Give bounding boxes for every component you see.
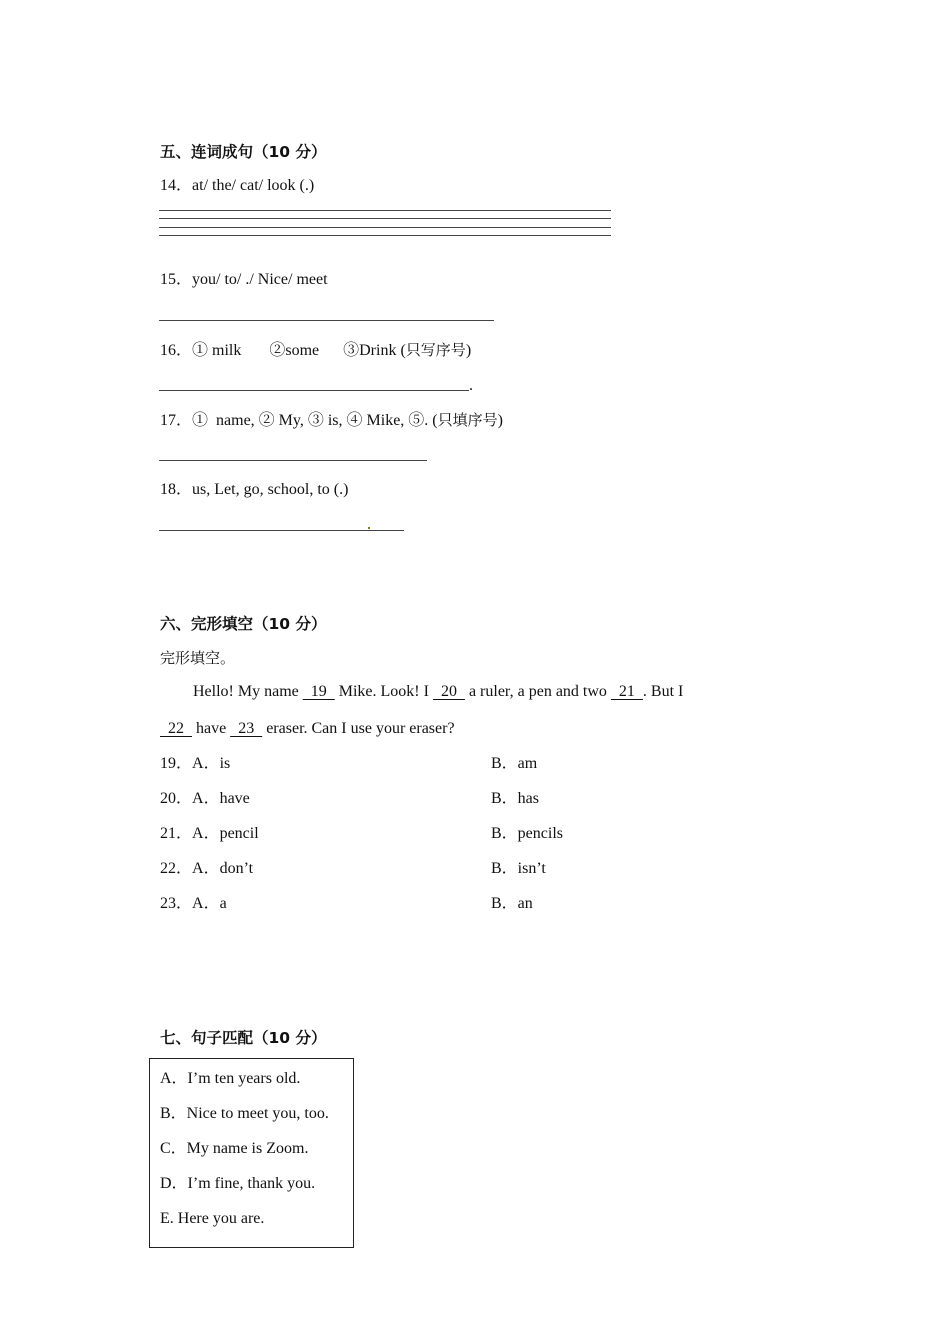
- passage-text: . But I: [642, 683, 684, 700]
- question-number: 22．: [160, 860, 193, 877]
- option-a[interactable]: A．don’t: [192, 860, 254, 877]
- passage-line-1: [193, 682, 683, 702]
- question-text: ① milk ②some ③Drink (: [192, 342, 406, 359]
- question-number: 23．: [160, 895, 193, 912]
- section6-instruction: 完形填空。: [160, 649, 236, 667]
- question-note: 只填序号: [437, 411, 498, 429]
- passage-text: Mike. Look! I: [334, 683, 433, 700]
- question-text: you/ to/ ./ Nice/ meet: [192, 271, 328, 288]
- question-20: [160, 789, 250, 809]
- question-tail: ): [497, 412, 503, 429]
- option-a[interactable]: A．pencil: [192, 825, 259, 842]
- passage-text: eraser. Can I use your eraser?: [262, 720, 455, 737]
- answer-line[interactable]: [159, 218, 611, 219]
- passage-text: Hello! My name: [193, 683, 303, 700]
- option-a[interactable]: A．have: [192, 790, 250, 807]
- question-17: [160, 410, 503, 431]
- match-option-c: C．My name is Zoom.: [160, 1140, 309, 1157]
- question-14: [160, 176, 314, 196]
- match-option-e: E. Here you are.: [160, 1210, 265, 1227]
- option-b[interactable]: B．isn’t: [491, 860, 546, 877]
- question-note: 只写序号: [405, 341, 466, 359]
- question-text: at/ the/ cat/ look (.): [192, 177, 315, 194]
- question-number: 15．: [160, 271, 193, 288]
- section5-heading: 五、连词成句（10 分）: [160, 143, 327, 161]
- blank-23[interactable]: 23: [230, 720, 263, 737]
- blank-20[interactable]: 20: [432, 683, 465, 700]
- question-19: [160, 754, 230, 774]
- match-option-b: B．Nice to meet you, too.: [160, 1105, 329, 1122]
- end-period: .: [469, 377, 473, 394]
- match-option-d: D．I’m fine, thank you.: [160, 1175, 316, 1192]
- question-number: 20．: [160, 790, 193, 807]
- option-b[interactable]: B．am: [491, 755, 538, 772]
- question-text: ① name, ② My, ③ is, ④ Mike, ⑤. (: [192, 412, 438, 429]
- question-tail: ): [465, 342, 472, 359]
- answer-line[interactable]: [159, 210, 611, 211]
- option-b[interactable]: B．an: [491, 895, 533, 912]
- question-23: [160, 894, 227, 914]
- option-b[interactable]: B．pencils: [491, 825, 563, 842]
- answer-line[interactable]: [159, 530, 404, 531]
- section7-heading: 七、句子匹配（10 分）: [160, 1029, 327, 1047]
- passage-line-2: [160, 719, 455, 739]
- question-16: [160, 340, 471, 361]
- section6-heading: 六、完形填空（10 分）: [160, 615, 327, 633]
- option-b[interactable]: B．has: [491, 790, 540, 807]
- answer-line[interactable]: [159, 390, 469, 391]
- question-18: [160, 480, 348, 500]
- question-21: [160, 824, 259, 844]
- option-a[interactable]: A．a: [192, 895, 227, 912]
- question-number: 16．: [160, 342, 193, 359]
- question-15: [160, 270, 328, 290]
- question-number: 21．: [160, 825, 193, 842]
- question-22: [160, 859, 253, 879]
- question-number: 19．: [160, 755, 193, 772]
- question-text: us, Let, go, school, to (.): [192, 481, 349, 498]
- question-number: 14．: [160, 177, 193, 194]
- blank-19[interactable]: 19: [302, 683, 335, 700]
- option-a[interactable]: A．is: [192, 755, 231, 772]
- blank-21[interactable]: 21: [610, 683, 643, 700]
- passage-text: have: [192, 720, 231, 737]
- match-option-a: A．I’m ten years old.: [160, 1070, 301, 1087]
- passage-text: a ruler, a pen and two: [464, 683, 611, 700]
- answer-line[interactable]: [159, 460, 427, 461]
- question-number: 17．: [160, 412, 193, 429]
- answer-line[interactable]: [159, 235, 611, 236]
- answer-line[interactable]: [159, 227, 611, 228]
- ink-mark: [368, 527, 370, 529]
- question-number: 18．: [160, 481, 193, 498]
- blank-22[interactable]: 22: [160, 720, 192, 737]
- answer-line[interactable]: [159, 320, 494, 321]
